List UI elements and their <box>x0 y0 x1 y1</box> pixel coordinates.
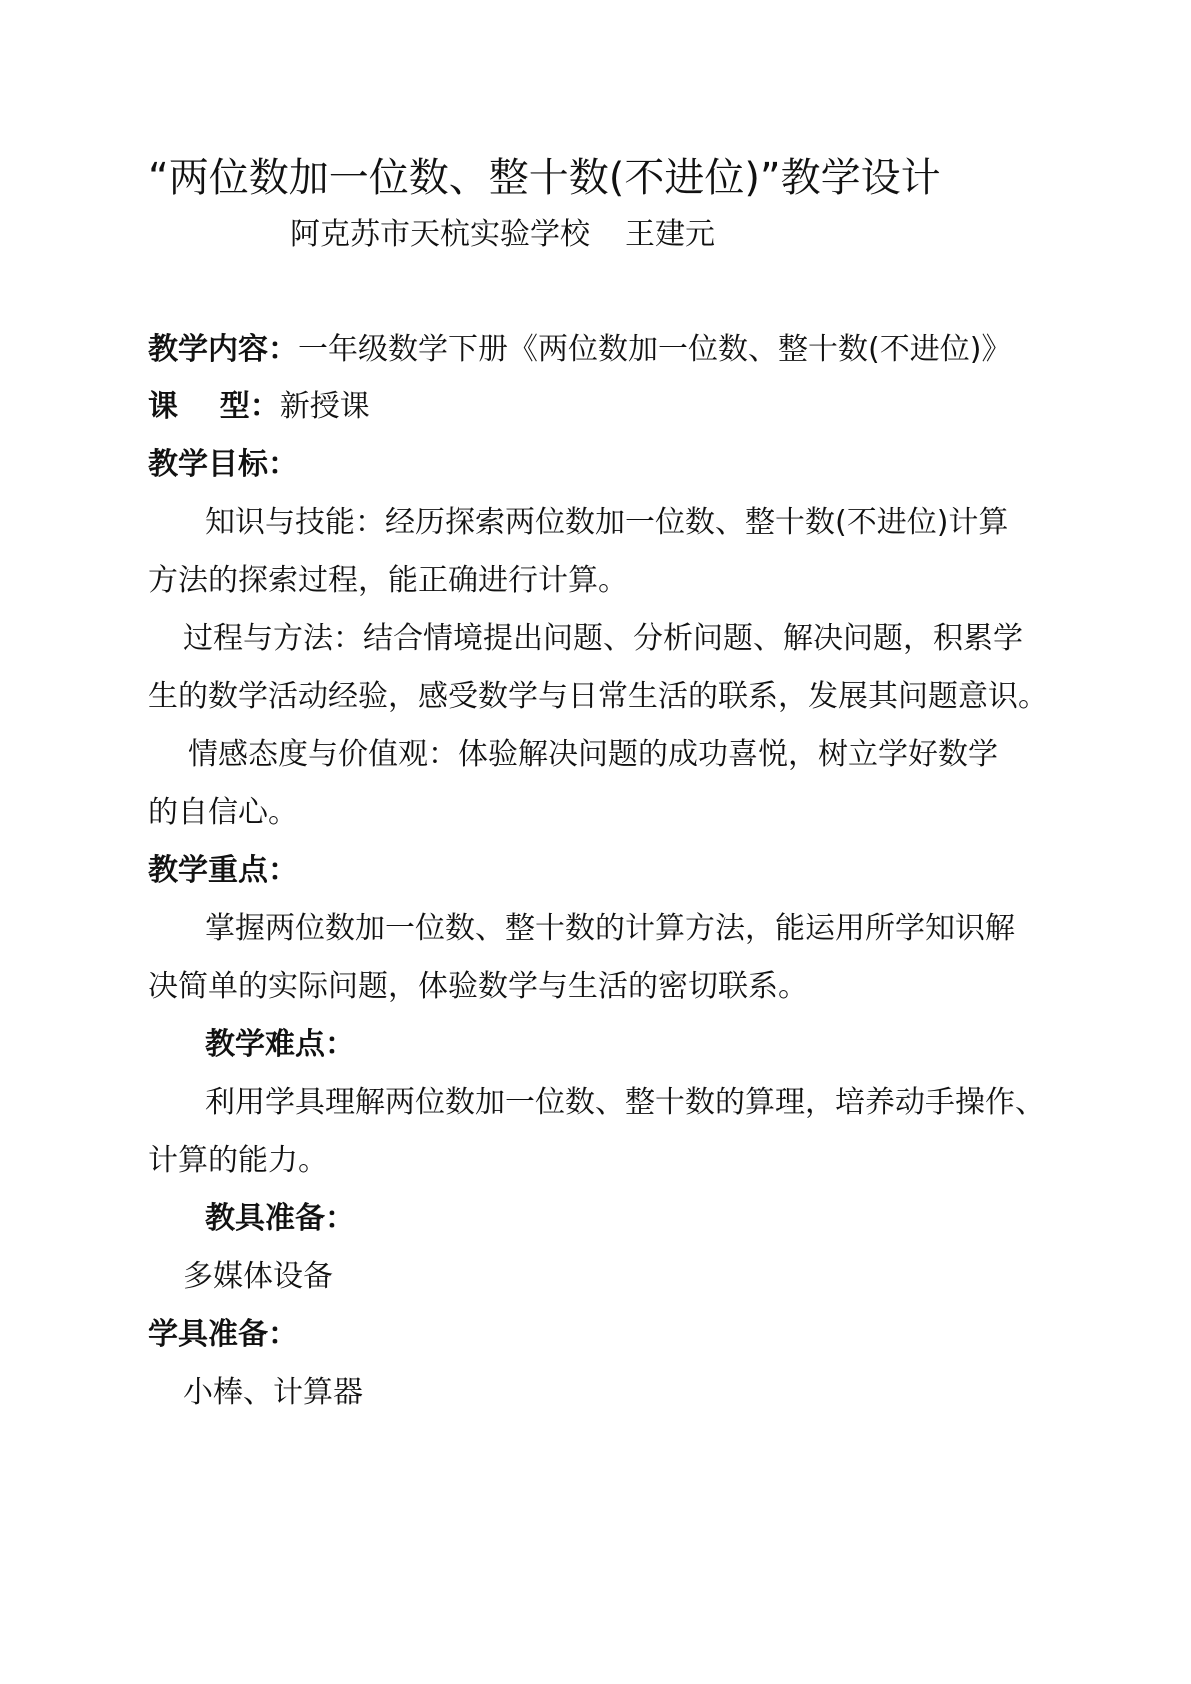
student-tools-heading: 学具准备： <box>148 1317 298 1352</box>
difficulties-line-2: 计算的能力。 <box>148 1143 328 1178</box>
author-name: 王建元 <box>625 217 715 252</box>
key-points-heading: 教学重点： <box>148 853 298 888</box>
key-points-line-2: 决简单的实际问题，体验数学与生活的密切联系。 <box>148 969 808 1004</box>
student-tools-value: 小棒、计算器 <box>183 1375 363 1410</box>
lesson-type-row <box>148 387 370 427</box>
lesson-type-value: 新授课 <box>279 389 370 424</box>
lesson-type-label: 课 型： <box>148 389 280 424</box>
key-points-line-1: 掌握两位数加一位数、整十数的计算方法，能运用所学知识解 <box>205 911 1015 946</box>
teacher-tools-value: 多媒体设备 <box>183 1259 333 1294</box>
emotion-line-2: 的自信心。 <box>148 795 298 830</box>
school-name: 阿克苏市天杭实验学校 <box>290 217 590 252</box>
process-line-2: 生的数学活动经验，感受数学与日常生活的联系，发展其问题意识。 <box>148 679 1048 714</box>
knowledge-line-1: 知识与技能：经历探索两位数加一位数、整十数(不进位)计算 <box>205 505 1009 540</box>
process-line-1: 过程与方法：结合情境提出问题、分析问题、解决问题，积累学 <box>183 621 1023 656</box>
difficulties-line-1: 利用学具理解两位数加一位数、整十数的算理，培养动手操作、 <box>205 1085 1045 1120</box>
content-label: 教学内容： <box>148 332 298 367</box>
teacher-tools-heading: 教具准备： <box>205 1201 355 1236</box>
objectives-heading: 教学目标： <box>148 447 298 482</box>
content-value: 一年级数学下册《两位数加一位数、整十数(不进位)》 <box>298 332 1012 367</box>
content-row <box>148 330 1011 370</box>
knowledge-line-2: 方法的探索过程，能正确进行计算。 <box>148 563 628 598</box>
difficulties-heading: 教学难点： <box>205 1027 355 1062</box>
emotion-line-1: 情感态度与价值观：体验解决问题的成功喜悦，树立学好数学 <box>188 737 998 772</box>
document-title: “两位数加一位数、整十数(不进位)”教学设计 <box>148 155 941 201</box>
